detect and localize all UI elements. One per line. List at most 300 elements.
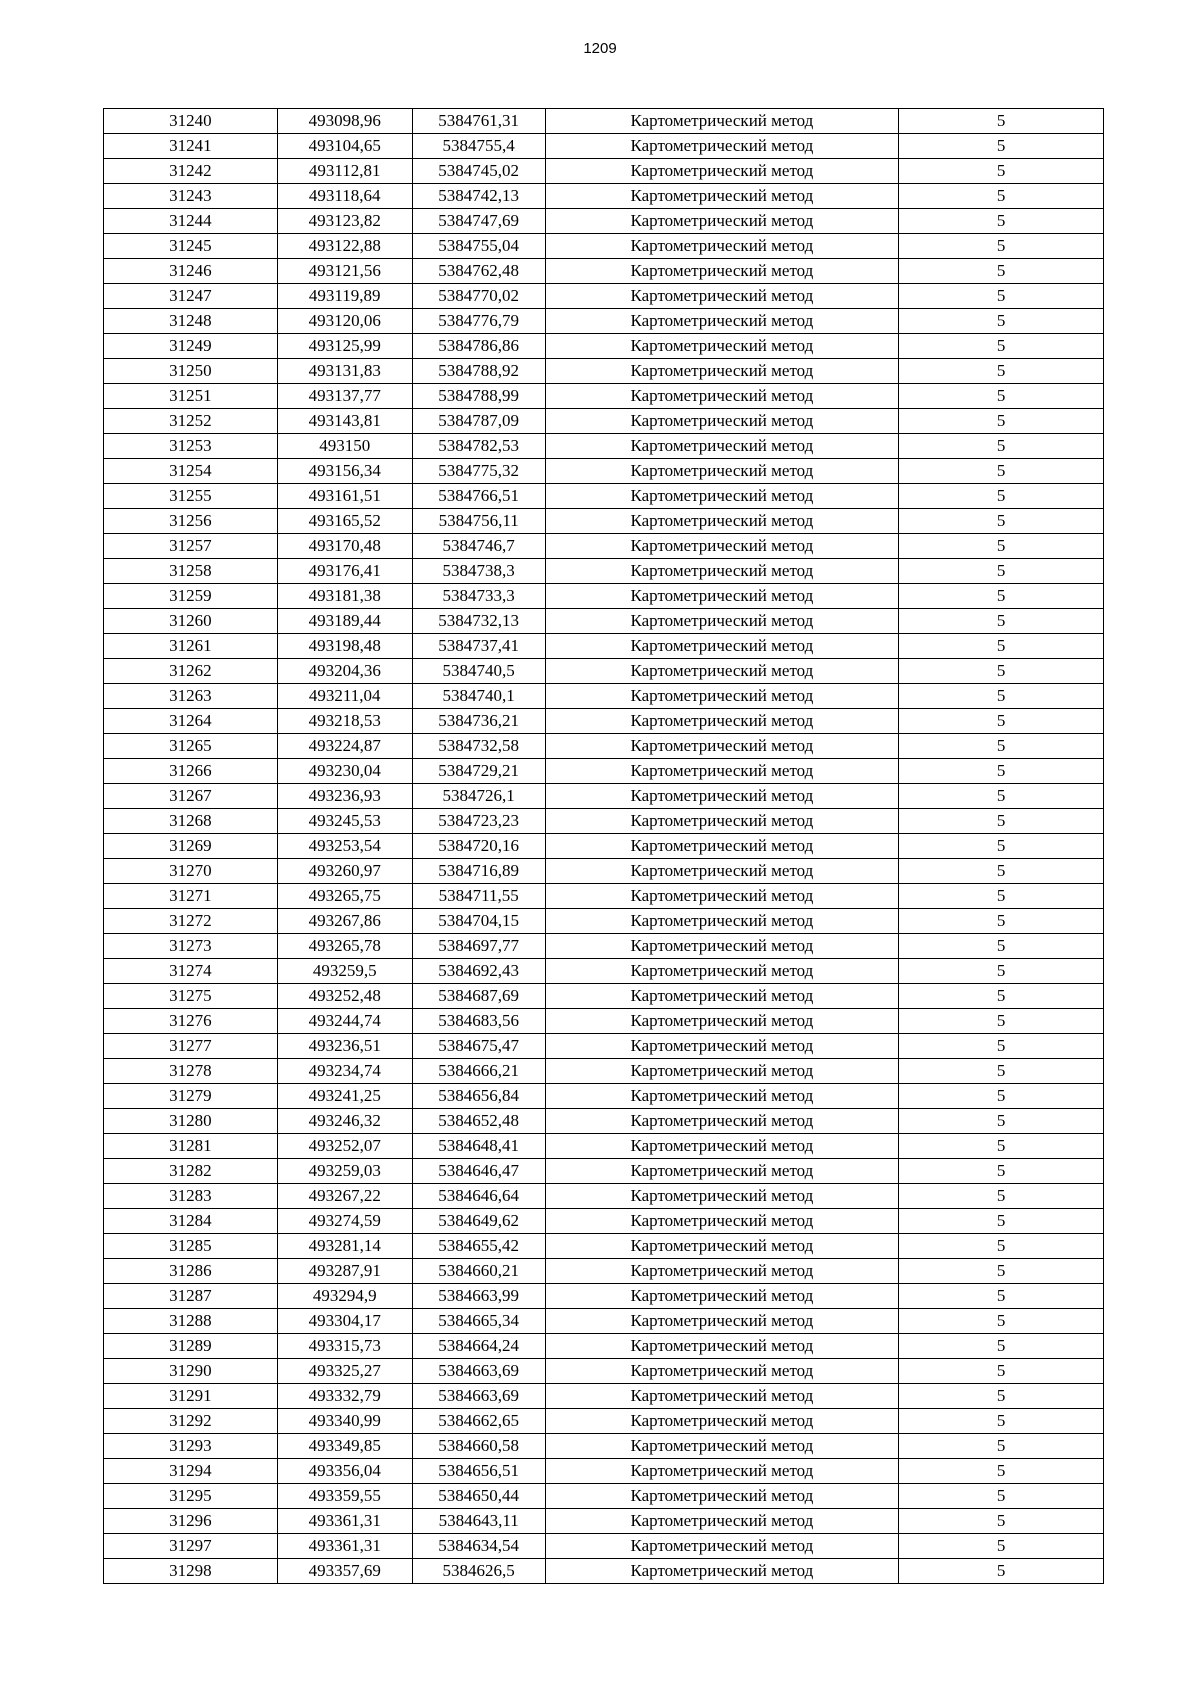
method-cell: Картометрический метод <box>545 1384 899 1409</box>
accuracy-cell: 5 <box>899 1359 1104 1384</box>
method-cell: Картометрический метод <box>545 334 899 359</box>
point-number-cell: 31256 <box>104 509 278 534</box>
method-cell: Картометрический метод <box>545 1284 899 1309</box>
y-coordinate-cell: 5384634,54 <box>412 1534 545 1559</box>
y-coordinate-cell: 5384663,99 <box>412 1284 545 1309</box>
method-cell: Картометрический метод <box>545 659 899 684</box>
point-number-cell: 31285 <box>104 1234 278 1259</box>
accuracy-cell: 5 <box>899 1134 1104 1159</box>
x-coordinate-cell: 493198,48 <box>277 634 412 659</box>
y-coordinate-cell: 5384775,32 <box>412 459 545 484</box>
point-number-cell: 31246 <box>104 259 278 284</box>
table-row <box>104 659 1104 684</box>
x-coordinate-cell: 493170,48 <box>277 534 412 559</box>
method-cell: Картометрический метод <box>545 234 899 259</box>
method-cell: Картометрический метод <box>545 759 899 784</box>
table-row <box>104 834 1104 859</box>
accuracy-cell: 5 <box>899 259 1104 284</box>
method-cell: Картометрический метод <box>545 1159 899 1184</box>
point-number-cell: 31269 <box>104 834 278 859</box>
accuracy-cell: 5 <box>899 334 1104 359</box>
x-coordinate-cell: 493332,79 <box>277 1384 412 1409</box>
point-number-cell: 31268 <box>104 809 278 834</box>
x-coordinate-cell: 493361,31 <box>277 1509 412 1534</box>
point-number-cell: 31262 <box>104 659 278 684</box>
table-row <box>104 1059 1104 1084</box>
point-number-cell: 31247 <box>104 284 278 309</box>
accuracy-cell: 5 <box>899 1259 1104 1284</box>
method-cell: Картометрический метод <box>545 1309 899 1334</box>
accuracy-cell: 5 <box>899 634 1104 659</box>
y-coordinate-cell: 5384736,21 <box>412 709 545 734</box>
point-number-cell: 31296 <box>104 1509 278 1534</box>
y-coordinate-cell: 5384656,84 <box>412 1084 545 1109</box>
x-coordinate-cell: 493156,34 <box>277 459 412 484</box>
method-cell: Картометрический метод <box>545 684 899 709</box>
point-number-cell: 31257 <box>104 534 278 559</box>
x-coordinate-cell: 493359,55 <box>277 1484 412 1509</box>
method-cell: Картометрический метод <box>545 134 899 159</box>
method-cell: Картометрический метод <box>545 459 899 484</box>
method-cell: Картометрический метод <box>545 834 899 859</box>
y-coordinate-cell: 5384646,64 <box>412 1184 545 1209</box>
method-cell: Картометрический метод <box>545 1459 899 1484</box>
x-coordinate-cell: 493287,91 <box>277 1259 412 1284</box>
method-cell: Картометрический метод <box>545 1409 899 1434</box>
point-number-cell: 31282 <box>104 1159 278 1184</box>
table-row <box>104 784 1104 809</box>
accuracy-cell: 5 <box>899 559 1104 584</box>
x-coordinate-cell: 493245,53 <box>277 809 412 834</box>
y-coordinate-cell: 5384755,04 <box>412 234 545 259</box>
coordinates-table-body <box>104 109 1104 1584</box>
table-row <box>104 1184 1104 1209</box>
method-cell: Картометрический метод <box>545 1209 899 1234</box>
y-coordinate-cell: 5384786,86 <box>412 334 545 359</box>
point-number-cell: 31283 <box>104 1184 278 1209</box>
accuracy-cell: 5 <box>899 109 1104 134</box>
table-row <box>104 1334 1104 1359</box>
point-number-cell: 31274 <box>104 959 278 984</box>
point-number-cell: 31248 <box>104 309 278 334</box>
point-number-cell: 31252 <box>104 409 278 434</box>
method-cell: Картометрический метод <box>545 534 899 559</box>
method-cell: Картометрический метод <box>545 1534 899 1559</box>
table-row <box>104 1434 1104 1459</box>
y-coordinate-cell: 5384648,41 <box>412 1134 545 1159</box>
point-number-cell: 31242 <box>104 159 278 184</box>
method-cell: Картометрический метод <box>545 959 899 984</box>
method-cell: Картометрический метод <box>545 309 899 334</box>
y-coordinate-cell: 5384787,09 <box>412 409 545 434</box>
point-number-cell: 31241 <box>104 134 278 159</box>
point-number-cell: 31263 <box>104 684 278 709</box>
y-coordinate-cell: 5384665,34 <box>412 1309 545 1334</box>
x-coordinate-cell: 493340,99 <box>277 1409 412 1434</box>
x-coordinate-cell: 493211,04 <box>277 684 412 709</box>
accuracy-cell: 5 <box>899 234 1104 259</box>
y-coordinate-cell: 5384761,31 <box>412 109 545 134</box>
accuracy-cell: 5 <box>899 684 1104 709</box>
table-row <box>104 559 1104 584</box>
point-number-cell: 31259 <box>104 584 278 609</box>
x-coordinate-cell: 493121,56 <box>277 259 412 284</box>
point-number-cell: 31293 <box>104 1434 278 1459</box>
accuracy-cell: 5 <box>899 1434 1104 1459</box>
y-coordinate-cell: 5384646,47 <box>412 1159 545 1184</box>
accuracy-cell: 5 <box>899 434 1104 459</box>
x-coordinate-cell: 493123,82 <box>277 209 412 234</box>
x-coordinate-cell: 493122,88 <box>277 234 412 259</box>
y-coordinate-cell: 5384740,1 <box>412 684 545 709</box>
method-cell: Картометрический метод <box>545 734 899 759</box>
x-coordinate-cell: 493253,54 <box>277 834 412 859</box>
table-row <box>104 984 1104 1009</box>
x-coordinate-cell: 493260,97 <box>277 859 412 884</box>
table-row <box>104 409 1104 434</box>
y-coordinate-cell: 5384732,58 <box>412 734 545 759</box>
table-row <box>104 134 1104 159</box>
table-row <box>104 584 1104 609</box>
table-row <box>104 1209 1104 1234</box>
x-coordinate-cell: 493118,64 <box>277 184 412 209</box>
y-coordinate-cell: 5384716,89 <box>412 859 545 884</box>
y-coordinate-cell: 5384697,77 <box>412 934 545 959</box>
accuracy-cell: 5 <box>899 909 1104 934</box>
point-number-cell: 31254 <box>104 459 278 484</box>
accuracy-cell: 5 <box>899 1159 1104 1184</box>
accuracy-cell: 5 <box>899 1009 1104 1034</box>
x-coordinate-cell: 493281,14 <box>277 1234 412 1259</box>
y-coordinate-cell: 5384747,69 <box>412 209 545 234</box>
point-number-cell: 31251 <box>104 384 278 409</box>
table-row <box>104 184 1104 209</box>
coordinates-table <box>103 108 1104 1584</box>
accuracy-cell: 5 <box>899 284 1104 309</box>
x-coordinate-cell: 493252,07 <box>277 1134 412 1159</box>
table-row <box>104 1084 1104 1109</box>
method-cell: Картометрический метод <box>545 634 899 659</box>
y-coordinate-cell: 5384663,69 <box>412 1359 545 1384</box>
method-cell: Картометрический метод <box>545 934 899 959</box>
accuracy-cell: 5 <box>899 184 1104 209</box>
y-coordinate-cell: 5384745,02 <box>412 159 545 184</box>
point-number-cell: 31281 <box>104 1134 278 1159</box>
x-coordinate-cell: 493259,03 <box>277 1159 412 1184</box>
method-cell: Картометрический метод <box>545 784 899 809</box>
y-coordinate-cell: 5384656,51 <box>412 1459 545 1484</box>
table-row <box>104 709 1104 734</box>
accuracy-cell: 5 <box>899 1384 1104 1409</box>
x-coordinate-cell: 493252,48 <box>277 984 412 1009</box>
y-coordinate-cell: 5384770,02 <box>412 284 545 309</box>
method-cell: Картометрический метод <box>545 259 899 284</box>
table-row <box>104 284 1104 309</box>
x-coordinate-cell: 493274,59 <box>277 1209 412 1234</box>
method-cell: Картометрический метод <box>545 1484 899 1509</box>
accuracy-cell: 5 <box>899 959 1104 984</box>
method-cell: Картометрический метод <box>545 1059 899 1084</box>
x-coordinate-cell: 493224,87 <box>277 734 412 759</box>
method-cell: Картометрический метод <box>545 1359 899 1384</box>
x-coordinate-cell: 493204,36 <box>277 659 412 684</box>
x-coordinate-cell: 493357,69 <box>277 1559 412 1584</box>
table-row <box>104 959 1104 984</box>
point-number-cell: 31273 <box>104 934 278 959</box>
x-coordinate-cell: 493165,52 <box>277 509 412 534</box>
method-cell: Картометрический метод <box>545 809 899 834</box>
accuracy-cell: 5 <box>899 984 1104 1009</box>
accuracy-cell: 5 <box>899 734 1104 759</box>
point-number-cell: 31270 <box>104 859 278 884</box>
point-number-cell: 31264 <box>104 709 278 734</box>
method-cell: Картометрический метод <box>545 609 899 634</box>
y-coordinate-cell: 5384755,4 <box>412 134 545 159</box>
x-coordinate-cell: 493315,73 <box>277 1334 412 1359</box>
table-row <box>104 234 1104 259</box>
x-coordinate-cell: 493181,38 <box>277 584 412 609</box>
accuracy-cell: 5 <box>899 384 1104 409</box>
x-coordinate-cell: 493104,65 <box>277 134 412 159</box>
accuracy-cell: 5 <box>899 1459 1104 1484</box>
table-row <box>104 159 1104 184</box>
accuracy-cell: 5 <box>899 1334 1104 1359</box>
table-row <box>104 1534 1104 1559</box>
point-number-cell: 31298 <box>104 1559 278 1584</box>
table-row <box>104 909 1104 934</box>
point-number-cell: 31275 <box>104 984 278 1009</box>
method-cell: Картометрический метод <box>545 409 899 434</box>
page-number: 1209 <box>583 40 617 57</box>
method-cell: Картометрический метод <box>545 359 899 384</box>
x-coordinate-cell: 493361,31 <box>277 1534 412 1559</box>
accuracy-cell: 5 <box>899 584 1104 609</box>
accuracy-cell: 5 <box>899 1484 1104 1509</box>
point-number-cell: 31265 <box>104 734 278 759</box>
method-cell: Картометрический метод <box>545 509 899 534</box>
point-number-cell: 31266 <box>104 759 278 784</box>
y-coordinate-cell: 5384788,92 <box>412 359 545 384</box>
x-coordinate-cell: 493125,99 <box>277 334 412 359</box>
x-coordinate-cell: 493120,06 <box>277 309 412 334</box>
table-row <box>104 634 1104 659</box>
y-coordinate-cell: 5384726,1 <box>412 784 545 809</box>
y-coordinate-cell: 5384732,13 <box>412 609 545 634</box>
point-number-cell: 31272 <box>104 909 278 934</box>
method-cell: Картометрический метод <box>545 1184 899 1209</box>
method-cell: Картометрический метод <box>545 484 899 509</box>
x-coordinate-cell: 493218,53 <box>277 709 412 734</box>
y-coordinate-cell: 5384650,44 <box>412 1484 545 1509</box>
y-coordinate-cell: 5384692,43 <box>412 959 545 984</box>
point-number-cell: 31258 <box>104 559 278 584</box>
x-coordinate-cell: 493267,86 <box>277 909 412 934</box>
method-cell: Картометрический метод <box>545 1559 899 1584</box>
accuracy-cell: 5 <box>899 309 1104 334</box>
point-number-cell: 31289 <box>104 1334 278 1359</box>
point-number-cell: 31278 <box>104 1059 278 1084</box>
table-row <box>104 384 1104 409</box>
y-coordinate-cell: 5384737,41 <box>412 634 545 659</box>
accuracy-cell: 5 <box>899 609 1104 634</box>
x-coordinate-cell: 493112,81 <box>277 159 412 184</box>
y-coordinate-cell: 5384666,21 <box>412 1059 545 1084</box>
point-number-cell: 31292 <box>104 1409 278 1434</box>
table-row <box>104 1009 1104 1034</box>
y-coordinate-cell: 5384664,24 <box>412 1334 545 1359</box>
method-cell: Картометрический метод <box>545 384 899 409</box>
y-coordinate-cell: 5384776,79 <box>412 309 545 334</box>
y-coordinate-cell: 5384740,5 <box>412 659 545 684</box>
method-cell: Картометрический метод <box>545 1109 899 1134</box>
method-cell: Картометрический метод <box>545 109 899 134</box>
accuracy-cell: 5 <box>899 809 1104 834</box>
x-coordinate-cell: 493189,44 <box>277 609 412 634</box>
y-coordinate-cell: 5384704,15 <box>412 909 545 934</box>
table-row <box>104 259 1104 284</box>
y-coordinate-cell: 5384729,21 <box>412 759 545 784</box>
method-cell: Картометрический метод <box>545 859 899 884</box>
y-coordinate-cell: 5384662,65 <box>412 1409 545 1434</box>
accuracy-cell: 5 <box>899 1234 1104 1259</box>
x-coordinate-cell: 493304,17 <box>277 1309 412 1334</box>
point-number-cell: 31253 <box>104 434 278 459</box>
table-row <box>104 609 1104 634</box>
x-coordinate-cell: 493241,25 <box>277 1084 412 1109</box>
x-coordinate-cell: 493176,41 <box>277 559 412 584</box>
table-row <box>104 1309 1104 1334</box>
table-row <box>104 734 1104 759</box>
table-row <box>104 1284 1104 1309</box>
y-coordinate-cell: 5384683,56 <box>412 1009 545 1034</box>
table-row <box>104 1409 1104 1434</box>
y-coordinate-cell: 5384655,42 <box>412 1234 545 1259</box>
point-number-cell: 31250 <box>104 359 278 384</box>
table-row <box>104 484 1104 509</box>
accuracy-cell: 5 <box>899 784 1104 809</box>
y-coordinate-cell: 5384738,3 <box>412 559 545 584</box>
accuracy-cell: 5 <box>899 1284 1104 1309</box>
method-cell: Картометрический метод <box>545 1259 899 1284</box>
method-cell: Картометрический метод <box>545 1134 899 1159</box>
y-coordinate-cell: 5384788,99 <box>412 384 545 409</box>
method-cell: Картометрический метод <box>545 584 899 609</box>
accuracy-cell: 5 <box>899 134 1104 159</box>
point-number-cell: 31244 <box>104 209 278 234</box>
y-coordinate-cell: 5384711,55 <box>412 884 545 909</box>
table-row <box>104 859 1104 884</box>
method-cell: Картометрический метод <box>545 884 899 909</box>
table-row <box>104 759 1104 784</box>
y-coordinate-cell: 5384660,21 <box>412 1259 545 1284</box>
table-row <box>104 1509 1104 1534</box>
x-coordinate-cell: 493098,96 <box>277 109 412 134</box>
y-coordinate-cell: 5384643,11 <box>412 1509 545 1534</box>
method-cell: Картометрический метод <box>545 159 899 184</box>
point-number-cell: 31277 <box>104 1034 278 1059</box>
y-coordinate-cell: 5384649,62 <box>412 1209 545 1234</box>
y-coordinate-cell: 5384733,3 <box>412 584 545 609</box>
accuracy-cell: 5 <box>899 1084 1104 1109</box>
table-row <box>104 109 1104 134</box>
point-number-cell: 31267 <box>104 784 278 809</box>
method-cell: Картометрический метод <box>545 984 899 1009</box>
table-row <box>104 684 1104 709</box>
table-row <box>104 1484 1104 1509</box>
point-number-cell: 31279 <box>104 1084 278 1109</box>
y-coordinate-cell: 5384626,5 <box>412 1559 545 1584</box>
accuracy-cell: 5 <box>899 409 1104 434</box>
point-number-cell: 31276 <box>104 1009 278 1034</box>
point-number-cell: 31260 <box>104 609 278 634</box>
point-number-cell: 31245 <box>104 234 278 259</box>
x-coordinate-cell: 493259,5 <box>277 959 412 984</box>
accuracy-cell: 5 <box>899 934 1104 959</box>
accuracy-cell: 5 <box>899 1109 1104 1134</box>
accuracy-cell: 5 <box>899 1309 1104 1334</box>
table-row <box>104 509 1104 534</box>
y-coordinate-cell: 5384723,23 <box>412 809 545 834</box>
method-cell: Картометрический метод <box>545 709 899 734</box>
point-number-cell: 31261 <box>104 634 278 659</box>
point-number-cell: 31286 <box>104 1259 278 1284</box>
x-coordinate-cell: 493356,04 <box>277 1459 412 1484</box>
y-coordinate-cell: 5384756,11 <box>412 509 545 534</box>
accuracy-cell: 5 <box>899 159 1104 184</box>
point-number-cell: 31280 <box>104 1109 278 1134</box>
table-row <box>104 209 1104 234</box>
accuracy-cell: 5 <box>899 359 1104 384</box>
method-cell: Картометрический метод <box>545 1034 899 1059</box>
method-cell: Картометрический метод <box>545 434 899 459</box>
method-cell: Картометрический метод <box>545 559 899 584</box>
point-number-cell: 31271 <box>104 884 278 909</box>
point-number-cell: 31255 <box>104 484 278 509</box>
table-row <box>104 1034 1104 1059</box>
table-row <box>104 1384 1104 1409</box>
accuracy-cell: 5 <box>899 1184 1104 1209</box>
method-cell: Картометрический метод <box>545 1434 899 1459</box>
x-coordinate-cell: 493349,85 <box>277 1434 412 1459</box>
x-coordinate-cell: 493246,32 <box>277 1109 412 1134</box>
x-coordinate-cell: 493131,83 <box>277 359 412 384</box>
point-number-cell: 31288 <box>104 1309 278 1334</box>
x-coordinate-cell: 493325,27 <box>277 1359 412 1384</box>
point-number-cell: 31291 <box>104 1384 278 1409</box>
accuracy-cell: 5 <box>899 709 1104 734</box>
point-number-cell: 31249 <box>104 334 278 359</box>
y-coordinate-cell: 5384720,16 <box>412 834 545 859</box>
accuracy-cell: 5 <box>899 484 1104 509</box>
point-number-cell: 31240 <box>104 109 278 134</box>
x-coordinate-cell: 493265,78 <box>277 934 412 959</box>
table-row <box>104 334 1104 359</box>
y-coordinate-cell: 5384742,13 <box>412 184 545 209</box>
y-coordinate-cell: 5384675,47 <box>412 1034 545 1059</box>
accuracy-cell: 5 <box>899 659 1104 684</box>
x-coordinate-cell: 493230,04 <box>277 759 412 784</box>
table-row <box>104 1259 1104 1284</box>
accuracy-cell: 5 <box>899 1034 1104 1059</box>
y-coordinate-cell: 5384687,69 <box>412 984 545 1009</box>
y-coordinate-cell: 5384746,7 <box>412 534 545 559</box>
table-row <box>104 459 1104 484</box>
y-coordinate-cell: 5384766,51 <box>412 484 545 509</box>
method-cell: Картометрический метод <box>545 284 899 309</box>
point-number-cell: 31295 <box>104 1484 278 1509</box>
accuracy-cell: 5 <box>899 459 1104 484</box>
point-number-cell: 31297 <box>104 1534 278 1559</box>
